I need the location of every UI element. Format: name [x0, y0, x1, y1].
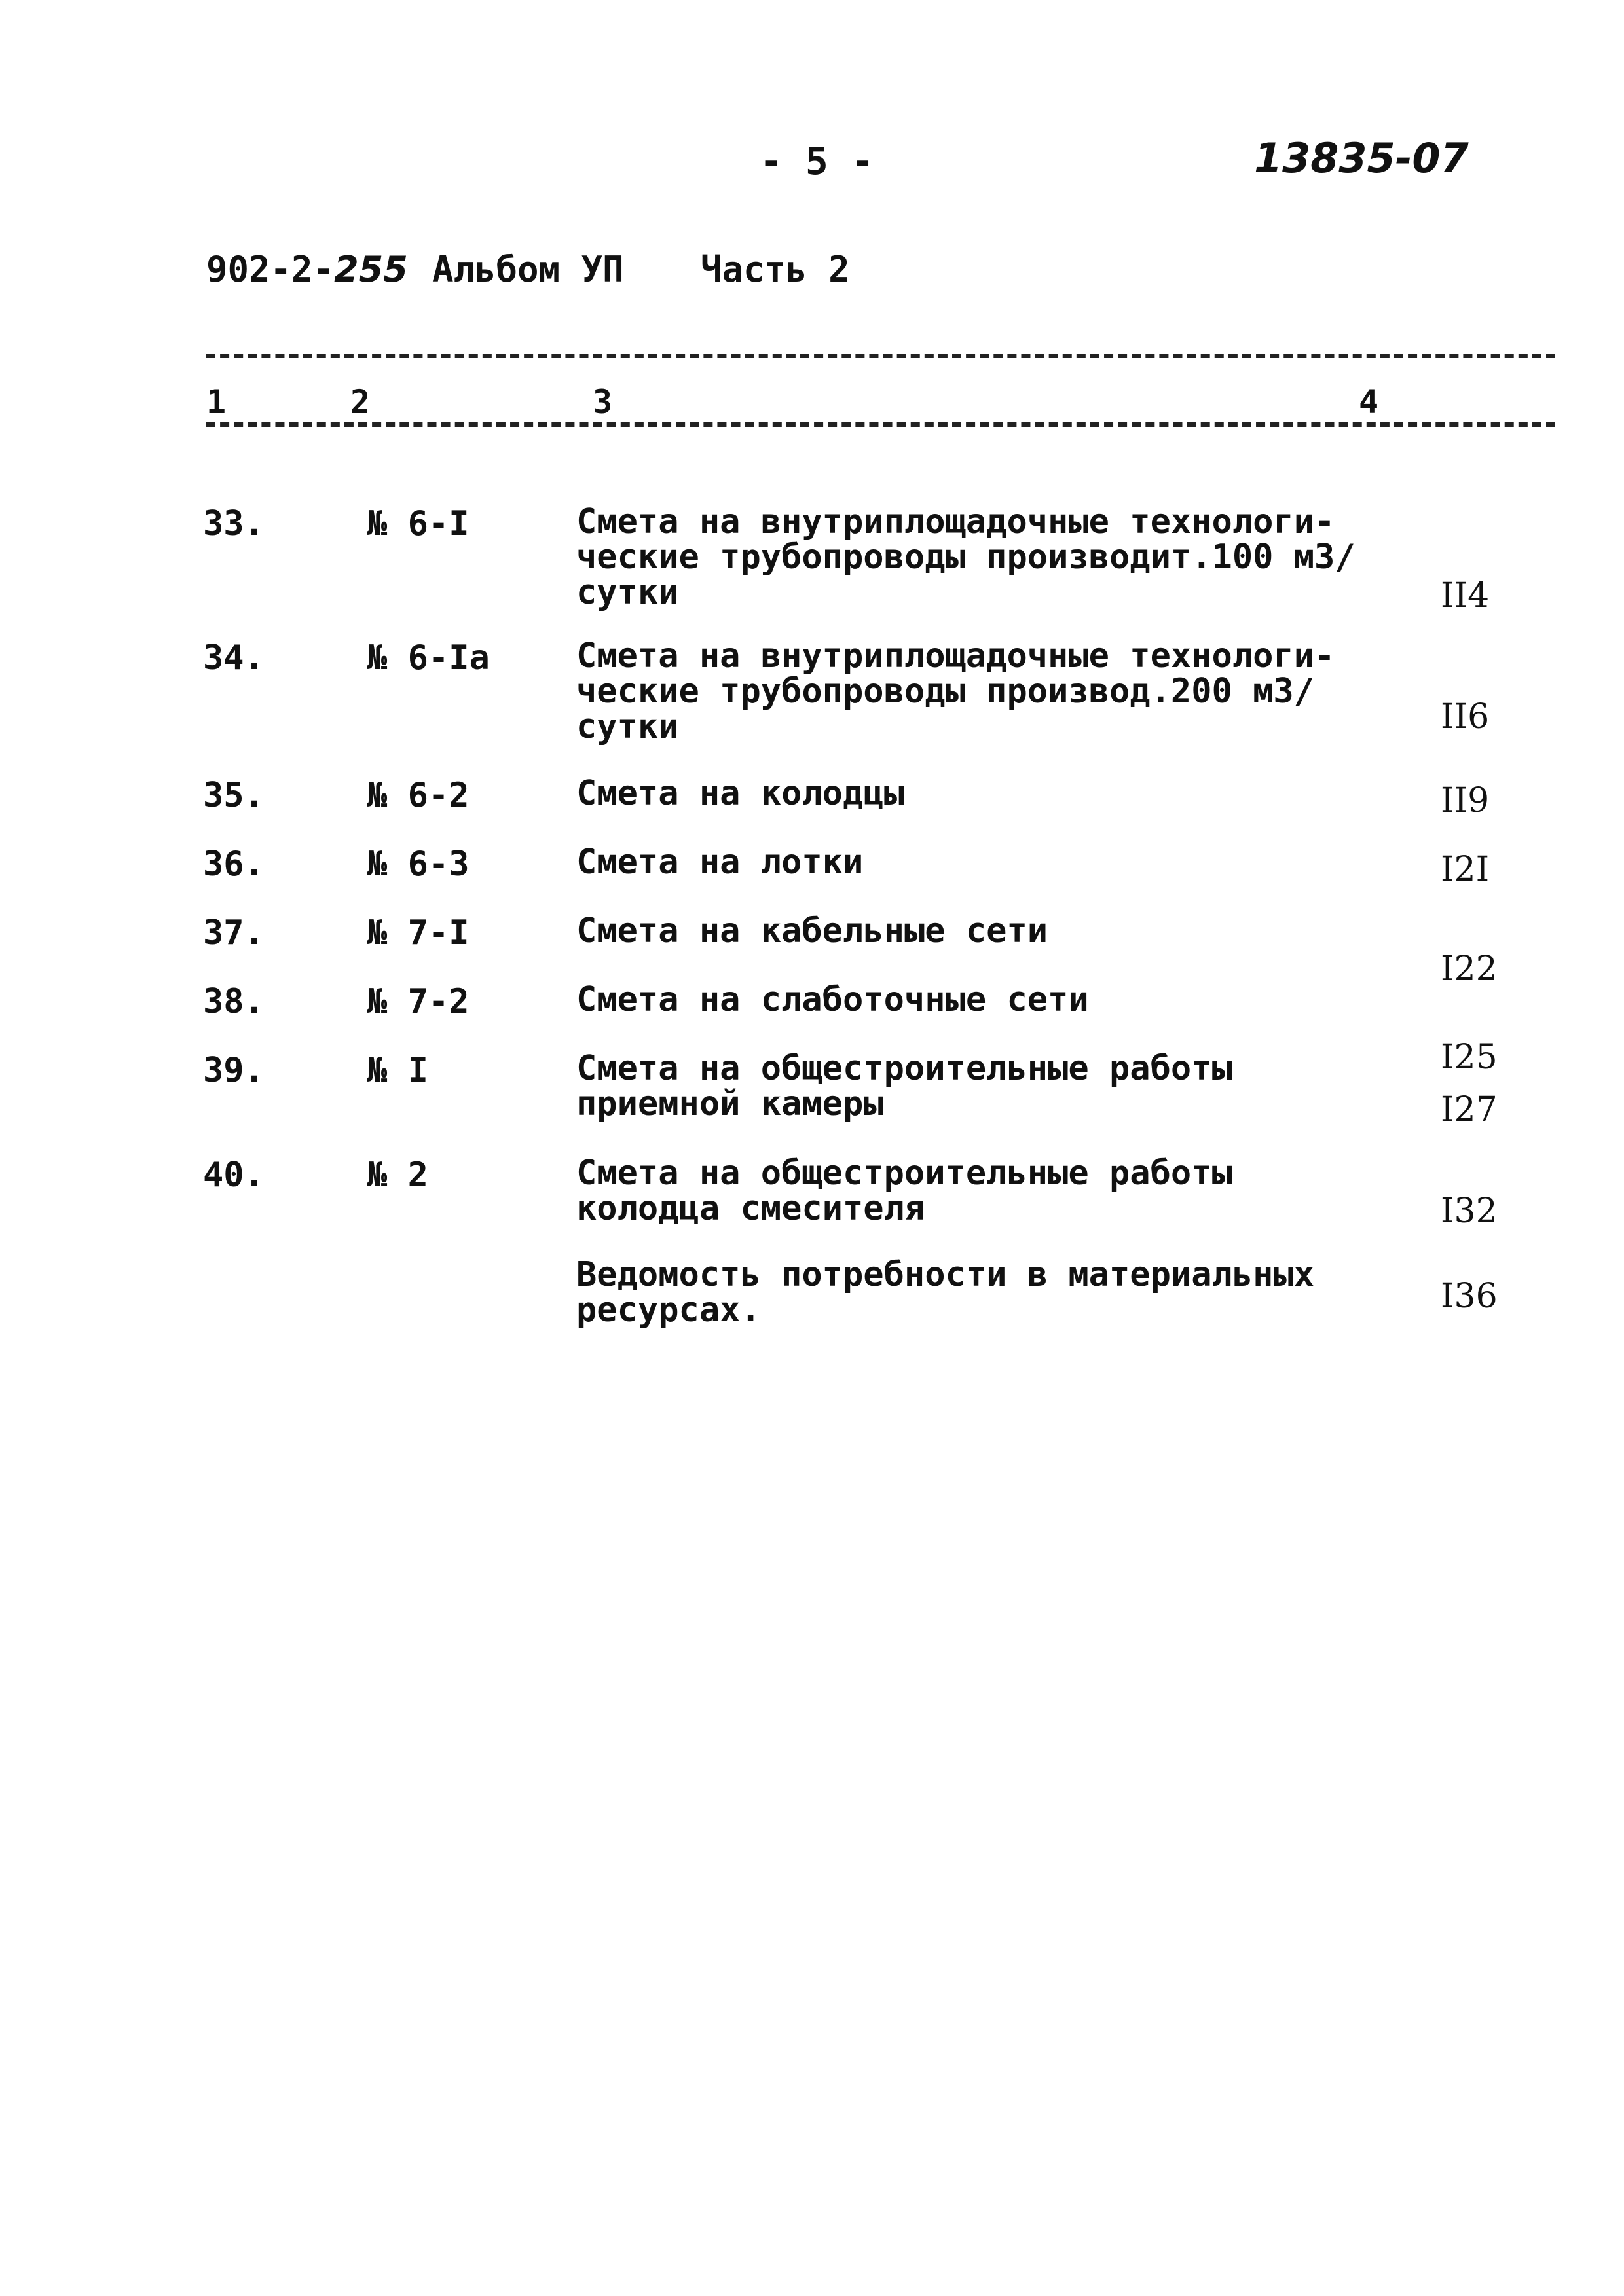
divider-columns — [206, 422, 1555, 427]
page-number: - 5 - — [760, 139, 874, 183]
column-number-1: 1 — [206, 383, 227, 421]
row-number: 35. — [203, 776, 265, 815]
row-number: 38. — [203, 982, 265, 1021]
row-number: 36. — [203, 845, 265, 884]
row-description: Смета на кабельные сети — [576, 911, 1048, 951]
part-label: Часть 2 — [701, 249, 850, 290]
project-code-handwritten: 255 — [334, 249, 408, 290]
row-reference: № 2 — [367, 1156, 428, 1195]
row-page: I25 — [1441, 1038, 1498, 1077]
row-description: Ведомость потребности в материальных ресурсах. — [576, 1255, 1315, 1330]
row-number: 39. — [203, 1051, 265, 1090]
row-description: Смета на общестроительные работы приемной камеры — [576, 1049, 1232, 1123]
row-number: 34. — [203, 638, 265, 678]
row-page-secondary: I27 — [1441, 1090, 1498, 1129]
row-reference: № 7-I — [367, 913, 470, 953]
document-code: 13835-07 — [1254, 134, 1469, 182]
project-code — [206, 249, 408, 290]
row-description: Смета на колодцы — [576, 774, 904, 813]
row-number: 37. — [203, 913, 265, 953]
column-number-4: 4 — [1359, 383, 1379, 421]
row-description: Смета на слаботочные сети — [576, 980, 1089, 1019]
row-page: II9 — [1441, 781, 1490, 820]
divider-top — [206, 354, 1555, 358]
row-number: 40. — [203, 1156, 265, 1195]
column-number-3: 3 — [593, 383, 613, 421]
row-description: Смета на общестроительные работы колодца смесителя — [576, 1154, 1232, 1228]
row-page: I2I — [1441, 850, 1490, 889]
row-page: II6 — [1441, 697, 1490, 737]
row-reference: № 6-2 — [367, 776, 470, 815]
album-label: Альбом УП — [432, 249, 624, 290]
row-reference: № 6-I — [367, 504, 470, 543]
row-reference: № 6-Iа — [367, 638, 490, 678]
row-reference: № 7-2 — [367, 982, 470, 1021]
row-description: Смета на внутриплощадочные технологи- ческие трубопроводы производит.100 м3/ сутки — [576, 502, 1356, 612]
row-description: Смета на внутриплощадочные технологи- ческие трубопроводы производ.200 м3/ сутки — [576, 636, 1335, 746]
row-page: I36 — [1441, 1277, 1498, 1316]
project-code-prefix: 902-2- — [206, 249, 335, 290]
row-reference: № 6-3 — [367, 845, 470, 884]
row-page: I32 — [1441, 1192, 1498, 1231]
row-page: I22 — [1441, 949, 1498, 989]
row-reference: № I — [367, 1051, 428, 1090]
row-number: 33. — [203, 504, 265, 543]
column-number-2: 2 — [350, 383, 371, 421]
row-description: Смета на лотки — [576, 843, 864, 882]
row-page: II4 — [1441, 576, 1490, 615]
